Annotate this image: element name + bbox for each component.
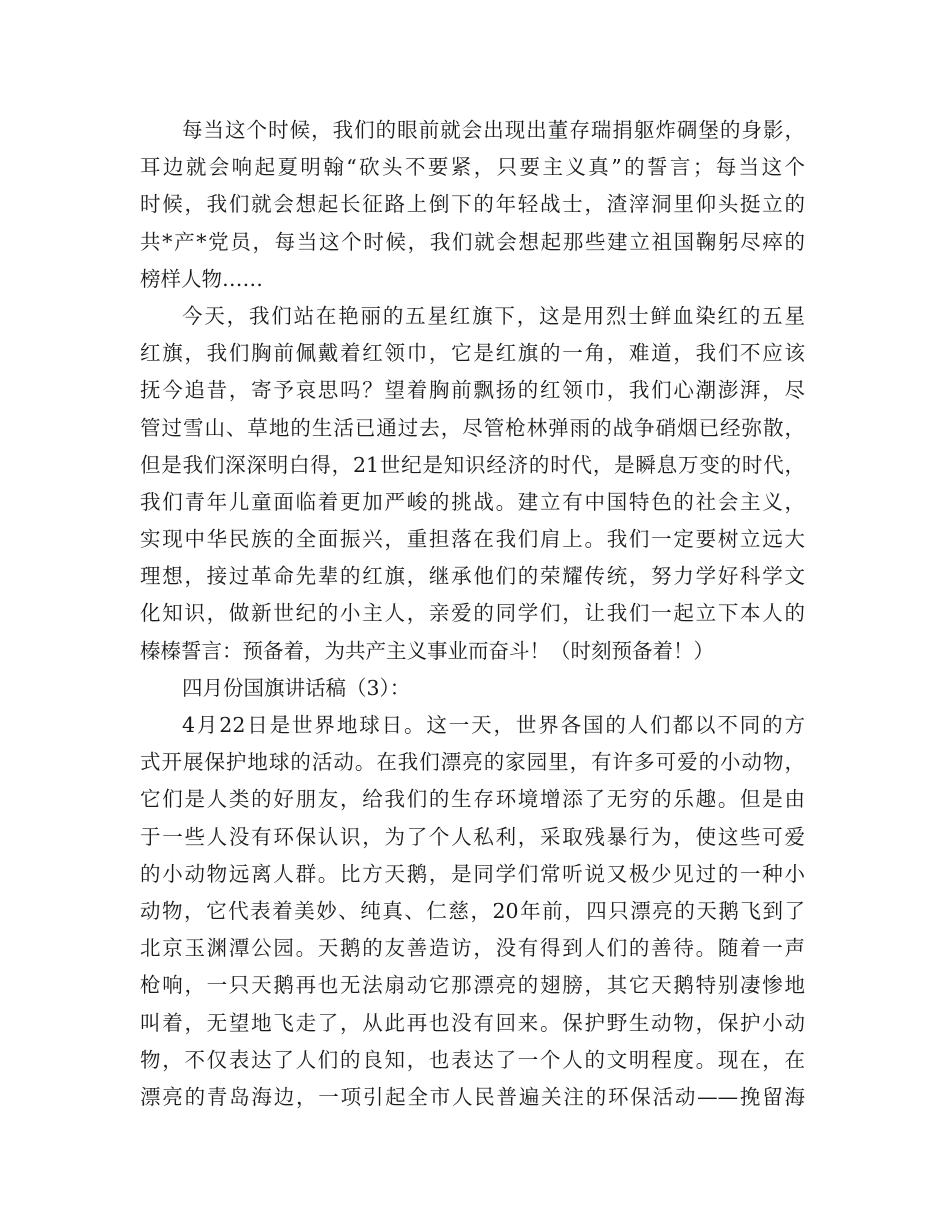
paragraph-4-line-9: 叫着，无望地飞走了，从此再也没有回来。保护野生动物，保护小动 <box>140 1010 805 1035</box>
paragraph-2-line-5: 但是我们深深明白得，21世纪是知识经济的时代，是瞬息万变的时代， <box>140 452 805 477</box>
document-body <box>140 112 805 1116</box>
paragraph-2-line-4: 管过雪山、草地的生活已通过去，尽管枪林弹雨的战争硝烟已经弥散， <box>140 415 805 440</box>
paragraph-4-line-8: 枪响，一只天鹅再也无法扇动它那漂亮的翅膀，其它天鹅特别凄惨地 <box>140 973 805 998</box>
paragraph-2-line-3: 抚今追昔，寄予哀思吗？望着胸前飘扬的红领巾，我们心潮澎湃，尽 <box>140 378 805 403</box>
section-heading: 四月份国旗讲话稿（3）： <box>182 675 411 700</box>
paragraph-1-line-3: 时候，我们就会想起长征路上倒下的年轻战士，渣滓洞里仰头挺立的 <box>140 192 805 217</box>
paragraph-1-line-2: 耳边就会响起夏明翰“砍头不要紧，只要主义真”的誓言；每当这个 <box>140 155 805 180</box>
paragraph-4-line-11: 漂亮的青岛海边，一项引起全市人民普遍关注的环保活动——挽留海 <box>140 1084 805 1109</box>
paragraph-4-line-3: 它们是人类的好朋友，给我们的生存环境增添了无穷的乐趣。但是由 <box>140 787 805 812</box>
paragraph-4-line-1: 4月22日是世界地球日。这一天，世界各国的人们都以不同的方 <box>182 713 805 737</box>
paragraph-2-line-1: 今天，我们站在艳丽的五星红旗下，这是用烈士鲜血染红的五星 <box>182 303 805 328</box>
paragraph-1-line-5: 榜样人物…… <box>140 266 263 291</box>
paragraph-4-line-4: 于一些人没有环保认识，为了个人私利，采取残暴行为，使这些可爱 <box>140 824 805 849</box>
paragraph-2-line-2: 红旗，我们胸前佩戴着红领巾，它是红旗的一角，难道，我们不应该 <box>140 341 805 366</box>
paragraph-2-line-9: 化知识，做新世纪的小主人，亲爱的同学们，让我们一起立下本人的 <box>140 601 805 626</box>
paragraph-2-line-10: 榛榛誓言：预备着，为共产主义事业而奋斗！（时刻预备着！） <box>140 638 714 663</box>
paragraph-4-line-2: 式开展保护地球的活动。在我们漂亮的家园里，有许多可爱的小动物， <box>140 750 805 775</box>
paragraph-1-line-1: 每当这个时候，我们的眼前就会出现出董存瑞捐躯炸碉堡的身影， <box>182 118 805 142</box>
paragraph-4-line-6: 动物，它代表着美妙、纯真、仁慈，20年前，四只漂亮的天鹅飞到了 <box>140 898 805 923</box>
paragraph-4-line-7: 北京玉渊潭公园。天鹅的友善造访，没有得到人们的善待。随着一声 <box>140 936 805 961</box>
paragraph-2-line-8: 理想，接过革命先辈的红旗，继承他们的荣耀传统，努力学好科学文 <box>140 564 805 589</box>
paragraph-4-line-5: 的小动物远离人群。比方天鹅，是同学们常听说又极少见过的一种小 <box>140 861 805 886</box>
paragraph-4-line-10: 物，不仅表达了人们的良知，也表达了一个人的文明程度。现在，在 <box>140 1047 805 1072</box>
paragraph-2-line-6: 我们青年儿童面临着更加严峻的挑战。建立有中国特色的社会主义， <box>140 489 805 514</box>
paragraph-2-line-7: 实现中华民族的全面振兴，重担落在我们肩上。我们一定要树立远大 <box>140 527 805 552</box>
paragraph-1-line-4: 共*产*党员，每当这个时候，我们就会想起那些建立祖国鞠躬尽瘁的 <box>140 229 805 254</box>
